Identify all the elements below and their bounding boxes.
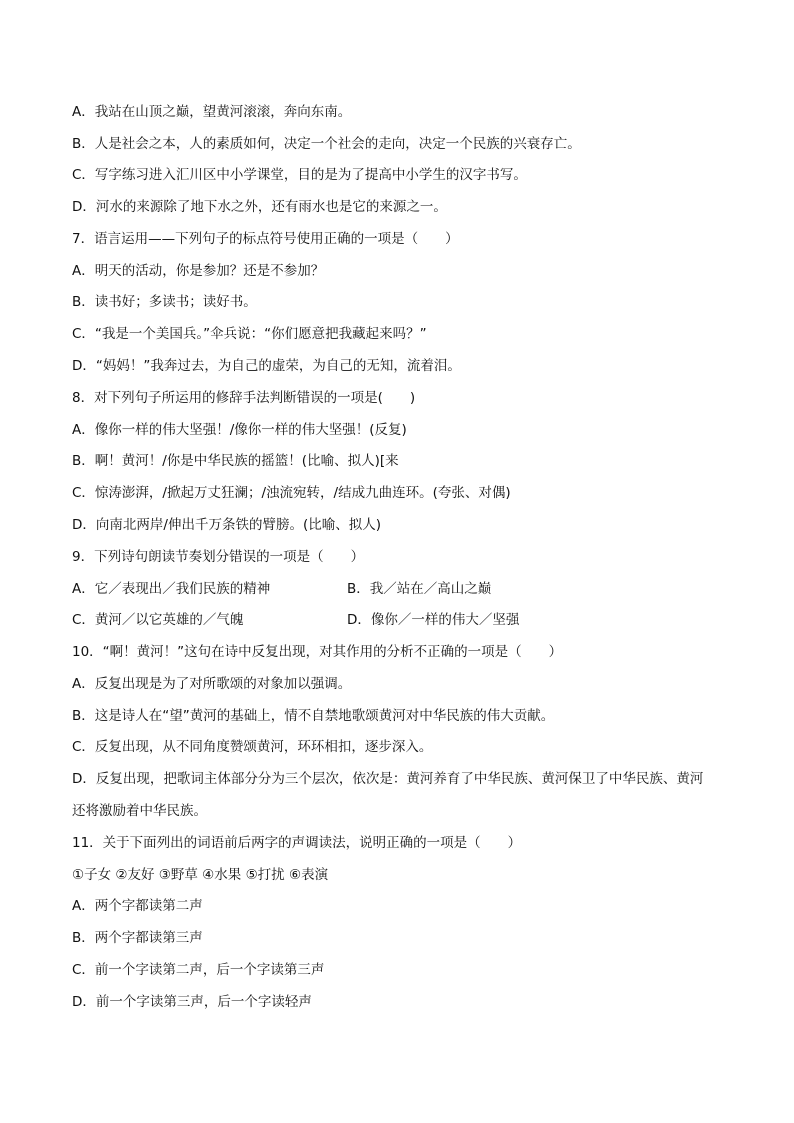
q11-option-d: D．前一个字读第三声，后一个字读轻声 — [72, 994, 312, 1010]
q6-option-a: A．我站在山顶之巅，望黄河滚滚，奔向东南。 — [72, 104, 352, 120]
q9-options-row-2 — [72, 611, 732, 629]
q10-option-d-line-2: 还将激励着中华民族。 — [72, 803, 207, 819]
q9-option-d: D．像你／一样的伟大／坚强 — [347, 612, 520, 628]
q9-stem: 9．下列诗句朗读节奏划分错误的一项是（ ） — [72, 549, 365, 565]
q11-option-c: C．前一个字读第二声，后一个字读第三声 — [72, 962, 325, 978]
q10-option-c: C．反复出现，从不同角度赞颂黄河，环环相扣，逐步深入。 — [72, 739, 433, 755]
q7-stem: 7．语言运用——下列句子的标点符号使用正确的一项是（ ） — [72, 231, 459, 247]
q7-option-c: C．“我是一个美国兵。”伞兵说：“你们愿意把我藏起来吗？” — [72, 326, 427, 342]
q9-option-a: A．它／表现出／我们民族的精神 — [72, 581, 271, 597]
q10-option-d-line-1: D．反复出现，把歌词主体部分分为三个层次，依次是：黄河养育了中华民族、黄河保卫了中华民族、黄河 — [72, 771, 704, 787]
q6-option-b: B．人是社会之本，人的素质如何，决定一个社会的走向，决定一个民族的兴衰存亡。 — [72, 136, 581, 152]
q6-option-d: D．河水的来源除了地下水之外，还有雨水也是它的来源之一。 — [72, 199, 447, 215]
q11-word-list: ①子女 ②友好 ③野草 ④水果 ⑤打扰 ⑥表演 — [72, 867, 329, 883]
q7-option-a: A．明天的活动，你是参加？还是不参加？ — [72, 263, 325, 279]
q11-stem: 11．关于下面列出的词语前后两字的声调读法，说明正确的一项是（ ） — [72, 835, 522, 851]
q10-option-b: B．这是诗人在“望”黄河的基础上，情不自禁地歌颂黄河对中华民族的伟大贡献。 — [72, 708, 555, 724]
q7-option-b: B．读书好；多读书；读好书。 — [72, 294, 257, 310]
q8-option-d: D．向南北两岸/伸出千万条铁的臂膀。(比喻、拟人) — [72, 517, 381, 533]
q11-option-b: B．两个字都读第三声 — [72, 930, 203, 946]
q8-option-b: B．啊！黄河！/你是中华民族的摇篮！(比喻、拟人)[来 — [72, 453, 399, 469]
q9-option-c: C．黄河／以它英雄的／气魄 — [72, 612, 244, 628]
q6-option-c: C．写字练习进入汇川区中小学课堂，目的是为了提高中小学生的汉字书写。 — [72, 167, 527, 183]
q10-stem: 10．“啊！黄河！”这句在诗中反复出现，对其作用的分析不正确的一项是（ ） — [72, 644, 563, 660]
q8-stem: 8．对下列句子所运用的修辞手法判断错误的一项是( ) — [72, 390, 416, 406]
q10-option-a: A．反复出现是为了对所歌颂的对象加以强调。 — [72, 676, 352, 692]
q9-options-row-1 — [72, 580, 732, 598]
q8-option-a: A．像你一样的伟大坚强！/像你一样的伟大坚强！(反复) — [72, 422, 407, 438]
q8-option-c: C．惊涛澎湃，/掀起万丈狂澜；/浊流宛转，/结成九曲连环。(夸张、对偶) — [72, 485, 511, 501]
q11-option-a: A．两个字都读第二声 — [72, 898, 203, 914]
q7-option-d: D．“妈妈！”我奔过去，为自己的虚荣，为自己的无知，流着泪。 — [72, 358, 461, 374]
q9-option-b: B．我／站在／高山之巅 — [347, 581, 492, 597]
